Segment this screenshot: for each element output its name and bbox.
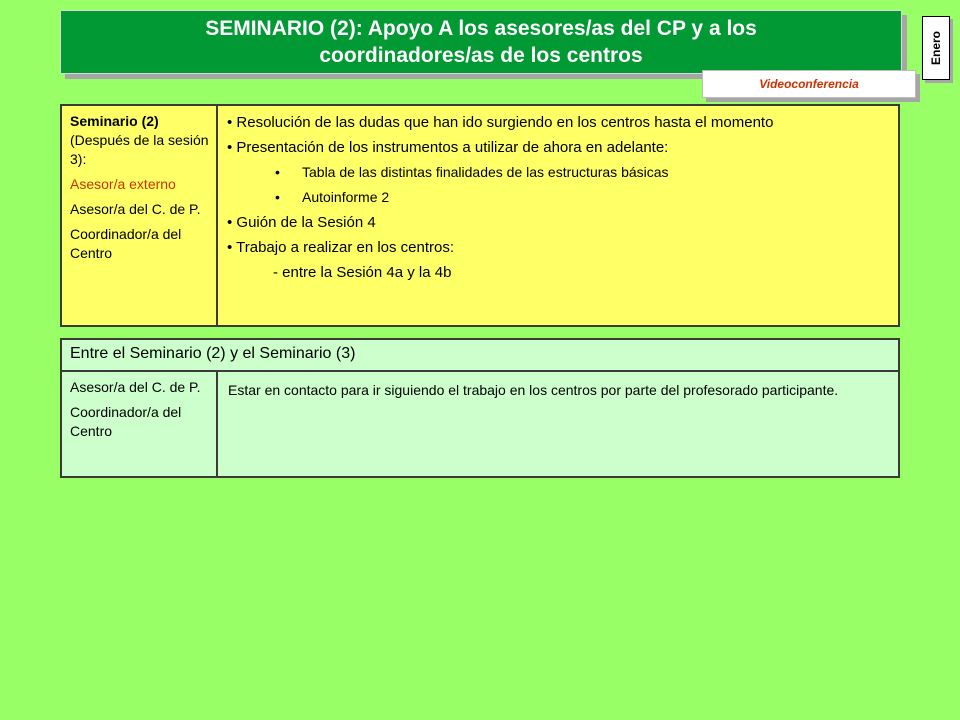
list-item: • Resolución de las dudas que han ido surgiendo en los centros hasta el momento — [227, 114, 774, 131]
between-participants — [62, 372, 218, 476]
list-item: • Trabajo a realizar en los centros: — [227, 239, 455, 256]
seminar-participants — [62, 106, 218, 325]
role-cp-advisor: Asesor/a del C. de P. — [70, 379, 201, 395]
seminar-box — [60, 104, 900, 327]
title-line-1: SEMINARIO (2): Apoyo A los asesores/as del CP y a los — [205, 17, 757, 40]
list-item: • Guión de la Sesión 4 — [227, 214, 376, 231]
sub-list-item: • Autoinforme 2 — [275, 189, 390, 205]
bullet-icon: • — [275, 164, 280, 180]
month-tab — [922, 16, 950, 80]
between-heading: Entre el Seminario (2) y el Seminario (3) — [62, 340, 898, 372]
between-body — [62, 372, 898, 476]
title-line-2: coordinadores/as de los centros — [319, 44, 643, 67]
page-title — [60, 10, 902, 74]
seminar-content — [218, 106, 898, 325]
bullet-icon: • — [275, 189, 280, 205]
videoconference-label: Videoconferencia — [759, 77, 859, 91]
role-center-coordinator: Coordinador/a del Centro — [70, 226, 182, 261]
role-center-coordinator: Coordinador/a del Centro — [70, 404, 182, 439]
role-cp-advisor: Asesor/a del C. de P. — [70, 201, 201, 217]
role-external-advisor: Asesor/a externo — [70, 176, 176, 192]
month-label: Enero — [929, 30, 944, 66]
list-item: • Presentación de los instrumentos a utilizar de ahora en adelante: — [227, 139, 669, 156]
seminar-heading: Seminario (2) (Después de la sesión 3): — [70, 113, 209, 167]
between-seminars-box — [60, 338, 900, 478]
videoconference-tag — [702, 70, 916, 98]
between-description: Estar en contacto para ir siguiendo el trabajo en los centros por parte del profesorado participante. — [228, 382, 839, 398]
list-item-indented: - entre la Sesión 4a y la 4b — [273, 264, 452, 281]
sub-list-item: • Tabla de las distintas finalidades de las estructuras básicas — [275, 164, 669, 180]
